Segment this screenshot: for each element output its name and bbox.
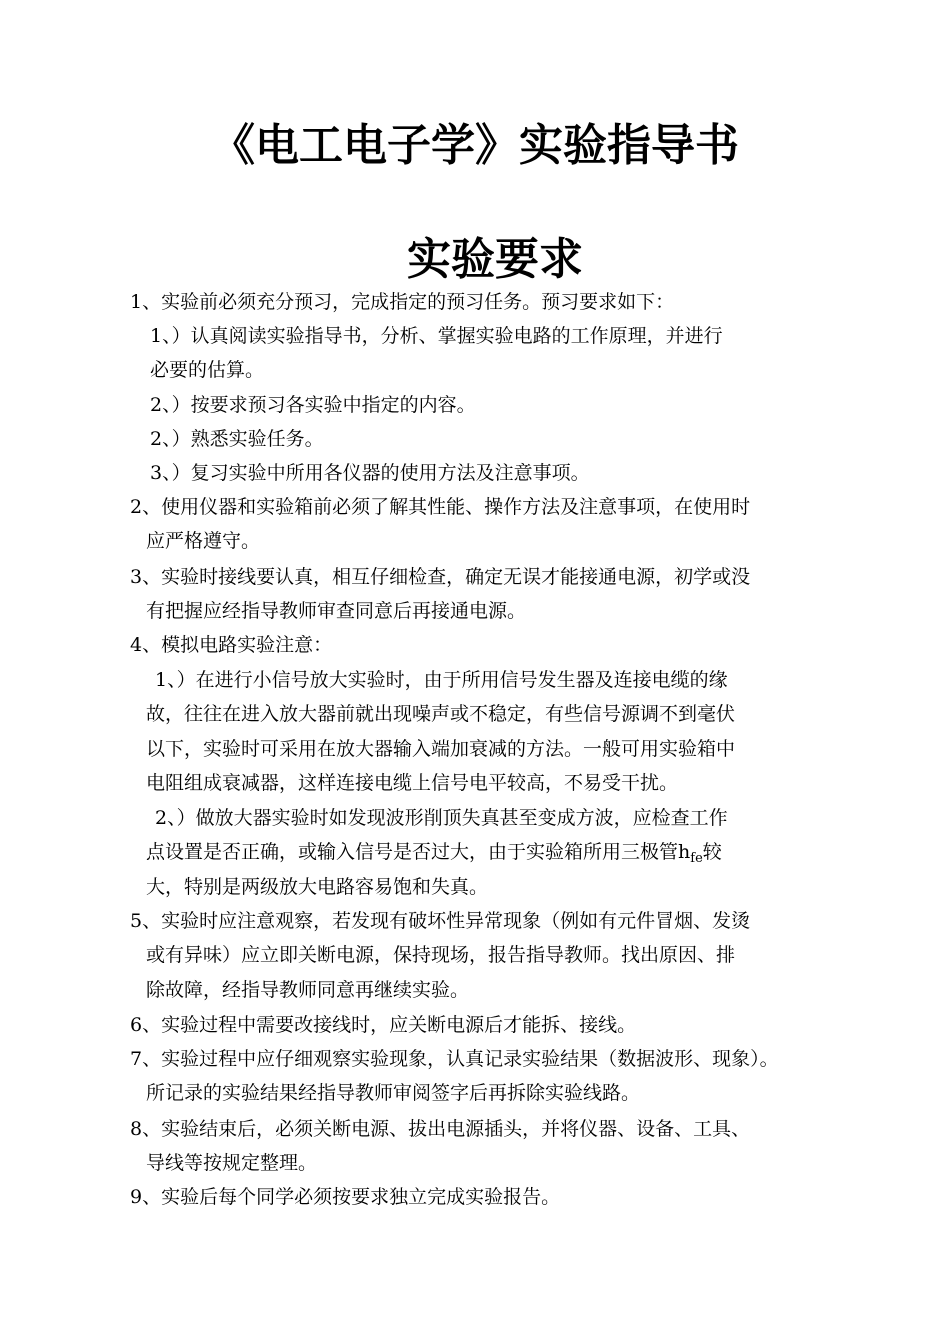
requirement-item-8: 8、实验结束后，必须关断电源、拔出电源插头，并将仪器、设备、工具、 — [130, 1118, 751, 1140]
sub-item-4-1-line-3: 以下，实验时可采用在放大器输入端加衰减的方法。一般可用实验箱中 — [146, 738, 736, 760]
requirement-item-5-line-3: 除故障，经指导教师同意再继续实验。 — [146, 979, 470, 1001]
requirement-item-7: 7、实验过程中应仔细观察实验现象，认真记录实验结果（数据波形、现象）。 — [130, 1048, 779, 1070]
requirement-item-7-continued: 所记录的实验结果经指导教师审阅签字后再拆除实验线路。 — [146, 1082, 641, 1104]
sub-item-1-2: 2、）按要求预习各实验中指定的内容。 — [150, 394, 476, 416]
requirement-item-5: 5、实验时应注意观察，若发现有破坏性异常现象（例如有元件冒烟、发烫 — [130, 910, 751, 932]
sub-item-1-3: 2、）熟悉实验任务。 — [150, 428, 324, 450]
section-title: 实验要求 — [407, 234, 583, 285]
hfe-suffix: 较 — [702, 841, 722, 863]
requirement-item-6: 6、实验过程中需要改接线时，应关断电源后才能拆、接线。 — [130, 1014, 637, 1036]
requirement-item-9: 9、实验后每个同学必须按要求独立完成实验报告。 — [130, 1186, 561, 1208]
sub-item-4-2-line-3: 大，特别是两级放大电路容易饱和失真。 — [146, 876, 489, 898]
requirement-item-1: 1、实验前必须充分预习，完成指定的预习任务。预习要求如下： — [130, 291, 675, 313]
requirement-item-3: 3、实验时接线要认真，相互仔细检查，确定无误才能接通电源，初学或没 — [130, 566, 751, 588]
sub-item-1-1-continued: 必要的估算。 — [150, 359, 265, 381]
requirement-item-4: 4、模拟电路实验注意： — [130, 634, 333, 656]
requirement-item-8-continued: 导线等按规定整理。 — [146, 1152, 318, 1174]
sub-item-4-1: 1、）在进行小信号放大实验时，由于所用信号发生器及连接电缆的缘 — [155, 669, 728, 691]
sub-item-1-1: 1、）认真阅读实验指导书，分析、掌握实验电路的工作原理，并进行 — [150, 325, 723, 347]
document-title: 《电工电子学》实验指导书 — [211, 120, 739, 171]
sub-item-4-1-line-2: 故，往往在进入放大器前就出现噪声或不稳定，有些信号源调不到毫伏 — [146, 703, 736, 725]
sub-item-4-2-line-2 — [146, 839, 722, 865]
hfe-subscript: fe — [690, 851, 703, 866]
sub-item-1-4: 3、）复习实验中所用各仪器的使用方法及注意事项。 — [150, 462, 590, 484]
requirement-item-5-line-2: 或有异味）应立即关断电源，保持现场，报告指导教师。找出原因、排 — [146, 944, 736, 966]
requirement-item-2-continued: 应严格遵守。 — [146, 530, 261, 552]
sub-item-4-2: 2、）做放大器实验时如发现波形削顶失真甚至变成方波，应检查工作 — [155, 807, 728, 829]
sub-item-4-2-line-2-text: 点设置是否正确，或输入信号是否过大，由于实验箱所用三极管 — [146, 841, 679, 863]
requirement-item-2: 2、使用仪器和实验箱前必须了解其性能、操作方法及注意事项，在使用时 — [130, 496, 751, 518]
sub-item-4-1-line-4: 电阻组成衰减器，这样连接电缆上信号电平较高，不易受干扰。 — [146, 772, 679, 794]
hfe-symbol: $h_{fe}$ — [678, 841, 703, 866]
requirement-item-3-continued: 有把握应经指导教师审查同意后再接通电源。 — [146, 600, 527, 622]
